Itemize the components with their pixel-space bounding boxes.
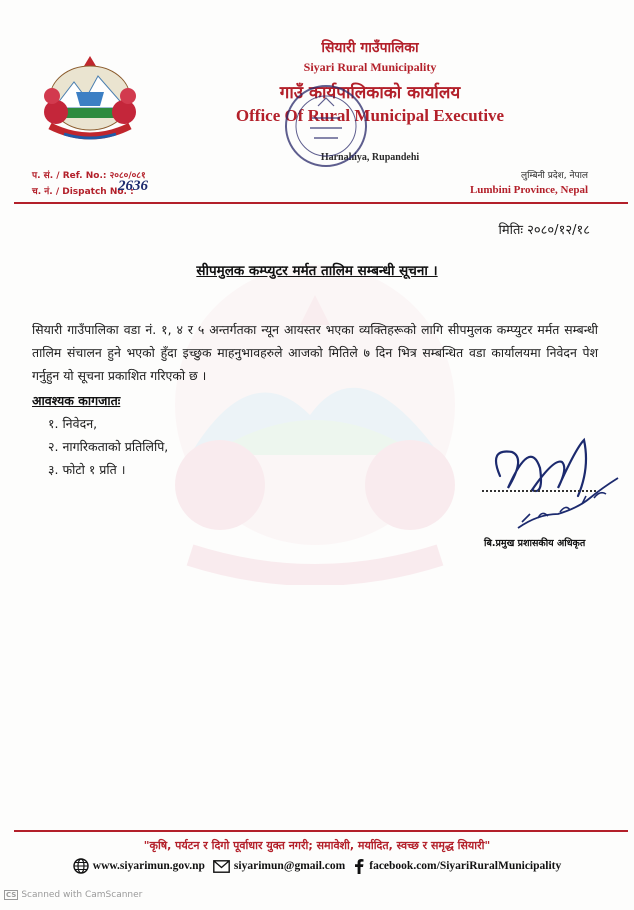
email-link[interactable]: siyarimun@gmail.com [233, 860, 346, 872]
list-item: २. नागरिकताको प्रतिलिपि, [48, 439, 169, 454]
nepal-emblem-icon [36, 52, 144, 144]
required-docs-heading: आवश्यक कागजातः [32, 393, 121, 408]
website-link[interactable]: www.siyarimun.gov.np [92, 860, 205, 872]
footer-slogan: "कृषि, पर्यटन र दिगो पूर्वाधार युक्त नगरी; समावेशी, मर्यादित, स्वच्छ र समृद्ध सियारी" [143, 839, 491, 852]
camscanner-icon: CS [6, 891, 17, 899]
camscanner-text: Scanned with CamScanner [21, 890, 143, 900]
list-item: ३. फोटो १ प्रति । [48, 462, 126, 477]
header-divider [14, 202, 628, 204]
website-contact[interactable] [73, 858, 205, 874]
province-np: लुम्बिनी प्रदेश, नेपाल [521, 171, 588, 181]
dispatch-label: च. नं. / Dispatch No. : [32, 187, 134, 197]
required-docs-list [48, 412, 168, 481]
org-name-np: सियारी गाउँपालिका [321, 40, 419, 56]
camscanner-watermark [4, 890, 142, 900]
notice-body: सियारी गाउँपालिका वडा नं. १, ४ र ५ अन्तर्गतका न्यून आयस्तर भएका व्यक्तिहरूको लागि सीपमुलक कम्प्युटर मर्मत सम्बन्धी तालिम संचालन हुने भएको हुँदा इच्छुक माहनुभावहरुले आजको मितिले ७ दिन भित्र सम्बन्धित वडा कार्यालयमा निवेदन पेश गर्नुहुन यो सूचना प्रकाशित गरिएको छ । [32, 322, 598, 383]
facebook-icon [353, 858, 365, 874]
office-stamp-icon [282, 82, 370, 170]
signatory-title: बि.प्रमुख प्रशासकीय अधिकृत [484, 538, 586, 549]
facebook-link[interactable]: facebook.com/SiyariRuralMunicipality [369, 860, 562, 872]
province-en: Lumbini Province, Nepal [469, 184, 588, 196]
ref-number: प. सं. / Ref. No.: २०८०/०८१ [32, 171, 146, 181]
emblem-watermark-icon [130, 255, 500, 585]
footer-divider [14, 830, 628, 832]
list-item: १. निवेदन, [48, 416, 98, 431]
org-name-en: Siyari Rural Municipality [303, 60, 437, 74]
handwritten-signature [478, 418, 626, 538]
footer-contacts [0, 858, 634, 874]
globe-icon [73, 858, 89, 874]
notice-subject-text: सीपमुलक कम्प्युटर मर्मत तालिम सम्बन्धी सूचना । [196, 263, 438, 279]
notice-date: मितिः २०८०/१२/१८ [498, 223, 590, 238]
dispatch-number: 2636 [118, 178, 148, 194]
signature-line [482, 490, 596, 492]
office-locality: Harnahiya, Rupandehi [320, 152, 420, 163]
facebook-contact[interactable] [353, 858, 561, 874]
envelope-icon [213, 860, 230, 873]
email-contact[interactable] [213, 860, 345, 873]
office-name-en: Office Of Rural Municipal Executive [235, 106, 505, 125]
office-name-np: गाउँ कार्यपालिकाको कार्यालय [279, 83, 461, 103]
notice-subject [0, 260, 634, 279]
